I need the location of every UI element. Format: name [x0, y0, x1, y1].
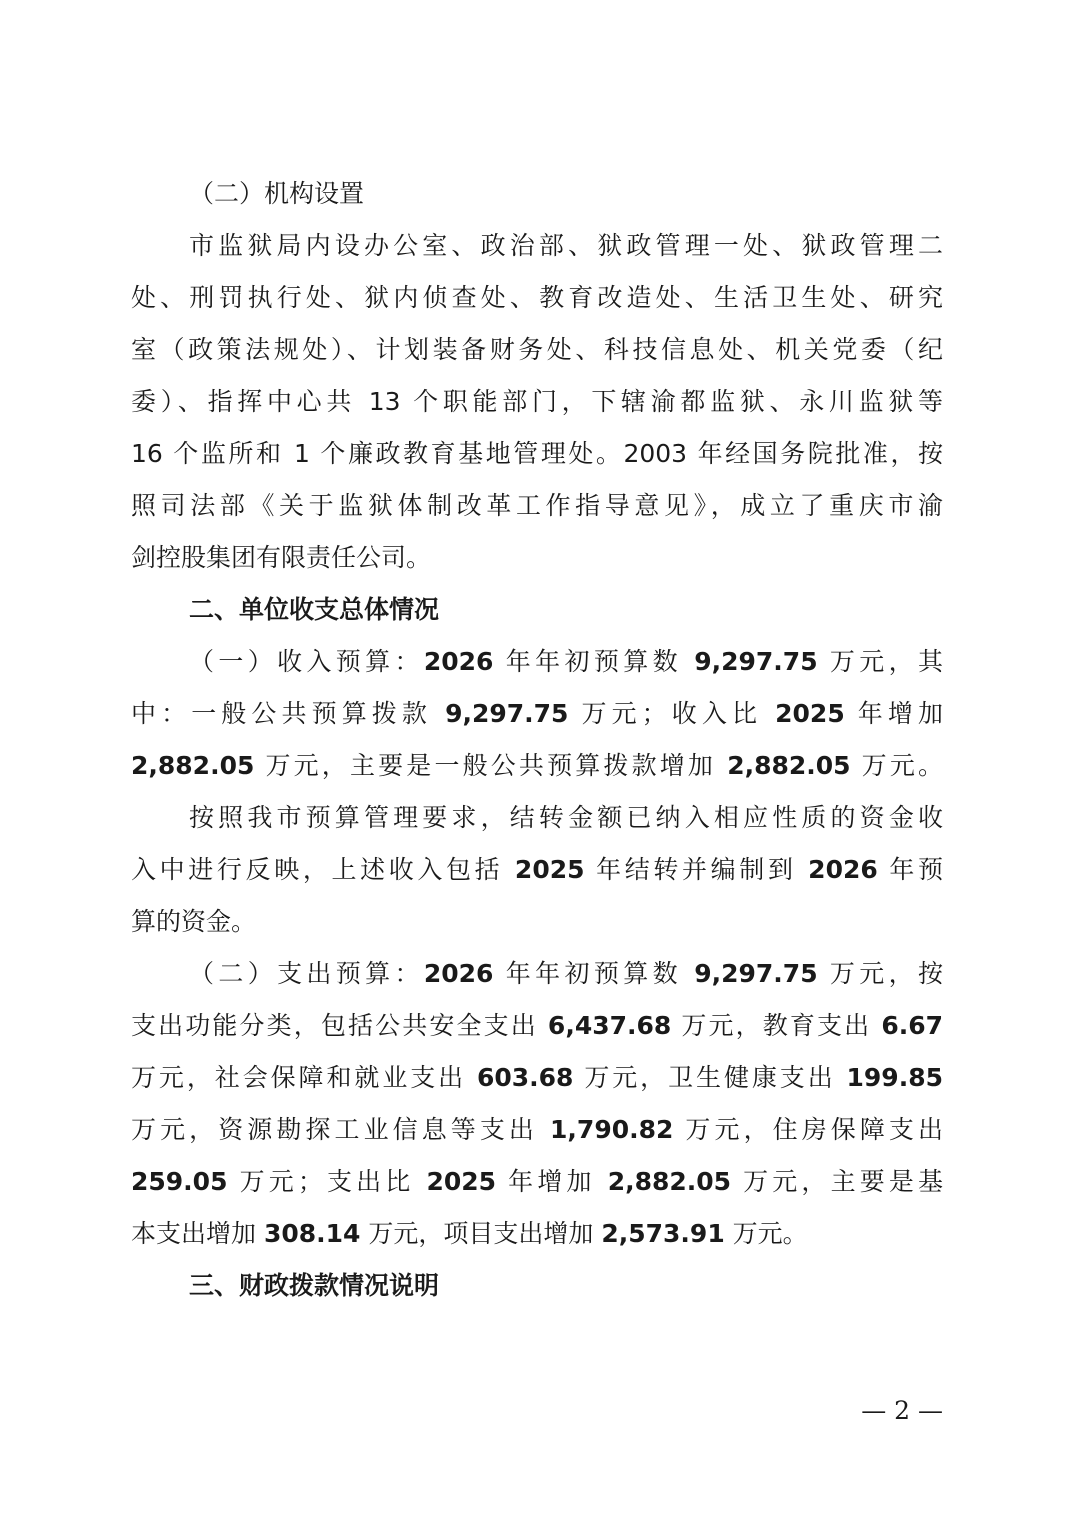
paragraph-line	[131, 1214, 943, 1266]
text-run: 入中进行反映，上述收入包括	[131, 855, 515, 884]
text-run: 年年初预算数	[493, 647, 695, 676]
section-sub-heading: （二）机构设置	[189, 179, 365, 208]
text-run: 万元，教育支出	[671, 1011, 882, 1040]
text-run: 万元，住房保障支出	[673, 1115, 943, 1144]
text-run: 万元；支出比	[227, 1167, 427, 1196]
paragraph-line: 委）、指挥中心共 13 个职能部门，下辖渝都监狱、永川监狱等	[131, 387, 943, 416]
paragraph-line	[131, 1006, 943, 1058]
paragraph-line	[131, 1058, 943, 1110]
paragraph-line	[131, 694, 943, 746]
paragraph-line	[131, 746, 943, 798]
year-value: 2025	[426, 1167, 497, 1196]
paragraph-line	[131, 850, 943, 902]
text-run: 万元。	[850, 751, 943, 780]
amount-value: 308.14	[263, 1219, 361, 1248]
year-value: 2025	[775, 699, 845, 728]
page-number: — 2 —	[861, 1396, 943, 1425]
text-run: 万元，主要是一般公共预算拨款增加	[254, 751, 728, 780]
text-run: 万元，其	[817, 647, 943, 676]
carryover-note-paragraph	[131, 798, 943, 954]
text-run: 万元，社会保障和就业支出	[131, 1063, 477, 1092]
paragraph-line: 处、刑罚执行处、狱内侦查处、教育改造处、生活卫生处、研究	[131, 283, 943, 312]
document-body	[131, 174, 943, 1318]
expense-paragraph	[131, 954, 943, 1266]
amount-value: 2,882.05	[131, 751, 255, 780]
text-run: 年增加	[496, 1167, 608, 1196]
section-heading: 三、财政拨款情况说明	[189, 1271, 440, 1300]
text-run: 万元，资源勘探工业信息等支出	[131, 1115, 551, 1144]
amount-value: 2,573.91	[601, 1219, 725, 1248]
expense-label: （二）支出预算：	[189, 959, 424, 988]
amount-value: 259.05	[131, 1167, 228, 1196]
amount-value: 199.85	[846, 1063, 943, 1092]
paragraph-line: 算的资金。	[131, 907, 257, 936]
section-heading: 二、单位收支总体情况	[189, 595, 440, 624]
year-value: 2026	[423, 647, 494, 676]
amount-value: 603.68	[476, 1063, 574, 1092]
amount-value: 9,297.75	[445, 699, 569, 728]
amount-value: 2,882.05	[727, 751, 851, 780]
paragraph-line	[131, 642, 943, 694]
paragraph-line: 室（政策法规处）、计划装备财务处、科技信息处、机关党委（纪	[131, 335, 943, 364]
income-paragraph	[131, 642, 943, 798]
year-value: 2025	[514, 855, 585, 884]
text-run: 万元，项目支出增加	[360, 1219, 602, 1248]
text-run: 年年初预算数	[493, 959, 695, 988]
text-run: 万元，卫生健康支出	[573, 1063, 847, 1092]
institution-paragraph	[131, 226, 943, 590]
paragraph-line: 市监狱局内设办公室、政治部、狱政管理一处、狱政管理二	[189, 231, 943, 260]
text-run: 支出功能分类，包括公共安全支出	[131, 1011, 548, 1040]
amount-value: 1,790.82	[550, 1115, 674, 1144]
year-value: 2026	[808, 855, 878, 884]
text-run: 万元；收入比	[568, 699, 776, 728]
text-run: 万元。	[724, 1219, 808, 1248]
paragraph-line	[131, 954, 943, 1006]
paragraph-line	[131, 1162, 943, 1214]
amount-value: 9,297.75	[694, 959, 818, 988]
paragraph-line: 按照我市预算管理要求，结转金额已纳入相应性质的资金收	[189, 803, 943, 832]
paragraph-line	[131, 1110, 943, 1162]
amount-value: 6,437.68	[547, 1011, 672, 1040]
text-run: 万元，主要是基	[731, 1167, 943, 1196]
paragraph-line: 16 个监所和 1 个廉政教育基地管理处。2003 年经国务院批准，按	[131, 439, 943, 468]
text-run: 年结转并编制到	[584, 855, 809, 884]
year-value: 2026	[423, 959, 494, 988]
paragraph-line: 照司法部《关于监狱体制改革工作指导意见》，成立了重庆市渝	[131, 491, 943, 520]
text-run: 本支出增加	[131, 1219, 264, 1248]
text-run: 年预	[877, 855, 943, 884]
text-run: 中：一般公共预算拨款	[131, 699, 446, 728]
income-label: （一）收入预算：	[189, 647, 424, 676]
text-run: 年增加	[844, 699, 943, 728]
paragraph-line: 剑控股集团有限责任公司。	[131, 543, 432, 572]
text-run: 万元，按	[817, 959, 943, 988]
amount-value: 2,882.05	[607, 1167, 732, 1196]
amount-value: 9,297.75	[694, 647, 818, 676]
amount-value: 6.67	[881, 1011, 943, 1040]
